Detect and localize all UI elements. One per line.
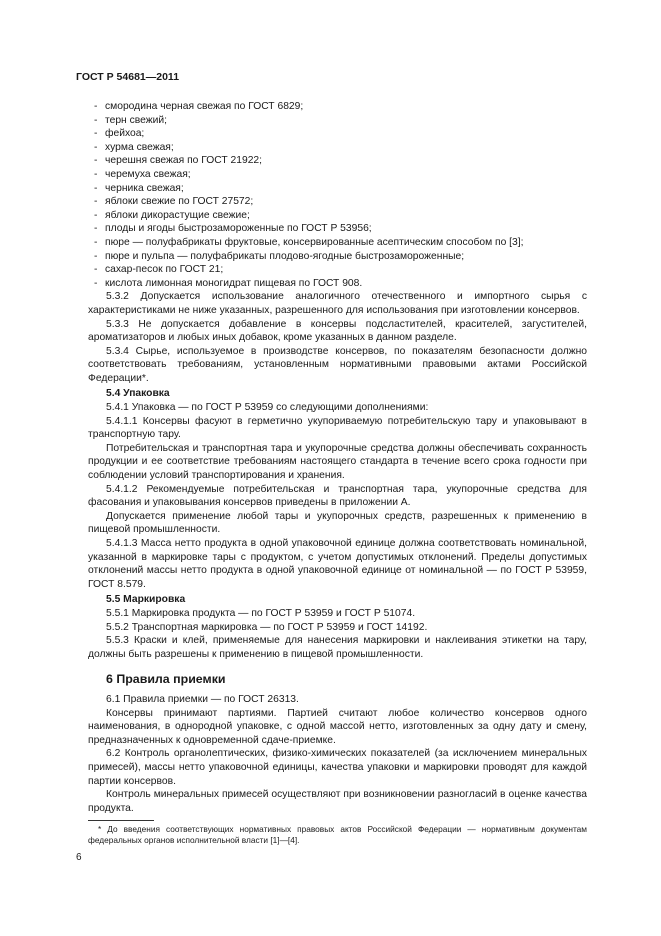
page-number: 6 (76, 852, 82, 863)
paragraph-5-4-1-2: 5.4.1.2 Рекомендуемые потребительская и транспортная тара, укупорочные средства для фасования и упаковывания консервов приведены в приложении А. (88, 483, 587, 509)
paragraph-batch: Консервы принимают партиями. Партией считают любое количество консервов одного наименования, в однородной упаковке, с одной массой нетто, изготовленных за одну дату и смену, предназначенных к одновременной сдаче-приемке. (88, 707, 587, 746)
paragraph-5-4-1: 5.4.1 Упаковка — по ГОСТ Р 53959 со следующими дополнениями: (106, 402, 429, 414)
list-item: - хурма свежая; (88, 141, 587, 155)
list-item: - плоды и ягоды быстрозамороженные по ГОСТ Р 53956; (88, 222, 587, 236)
list-item: - терн свежий; (88, 114, 587, 128)
paragraph-5-5-3: 5.5.3 Краски и клей, применяемые для нанесения маркировки и наклеивания этикетки на тару, должны быть разрешены к применению в пищевой промышленности. (88, 635, 587, 660)
list-item: - пюре и пульпа — полуфабрикаты плодово-ягодные быстрозамороженные; (88, 250, 587, 264)
paragraph-mineral-control: Контроль минеральных примесей осуществляют при возникновении разногласий в оценке качества продукта. (88, 789, 587, 814)
paragraph-packaging: Потребительская и транспортная тара и укупорочные средства должны обеспечивать сохранность продукции и ее соответствие требованиям настоящего стандарта в течение всего срока годности при соблюдении условий транспортирования и хранения. (88, 442, 587, 482)
footnote-divider (88, 820, 154, 821)
list-item: - яблоки свежие по ГОСТ 27572; (88, 195, 587, 209)
paragraph-5-5-1: 5.5.1 Маркировка продукта — по ГОСТ Р 53959 и ГОСТ Р 51074. (106, 607, 416, 619)
footnote: * До введения соответствующих нормативных правовых актов Российской Федерации — нормативным документам федеральных органов исполнительной власти [1]—[4]. (88, 824, 587, 845)
list-item: - черника свежая; (88, 182, 587, 196)
section-heading-6: 6 Правила приемки (106, 672, 226, 687)
list-item: - пюре — полуфабрикаты фруктовые, консервированные асептическим способом по [3]; (88, 236, 587, 250)
document-body (88, 100, 587, 815)
paragraph-6-1: 6.1 Правила приемки — по ГОСТ 26313. (106, 693, 299, 705)
paragraph-5-4-1-3: 5.4.1.3 Масса нетто продукта в одной упаковочной единице должна соответствовать номинальной, указанной в маркировке тары с продуктом, с учетом допустимых отклонений. Пределы допустимых отклонений массы нетто продукта в одной упаковочной единице от номинальной — по ГОСТ Р 53959, ГОСТ 8.579. (88, 538, 587, 590)
paragraph-5-3-4: 5.3.4 Сырье, используемое в производстве консервов, по показателям безопасности должно соответствовать требованиям, установленным нормативными правовыми актами Российской Федерации*. (88, 345, 587, 384)
subsection-heading-5-4: 5.4 Упаковка (106, 388, 170, 400)
paragraph-5-5-2: 5.5.2 Транспортная маркировка — по ГОСТ Р 53959 и ГОСТ 14192. (106, 621, 428, 633)
paragraph-5-4-1-1: 5.4.1.1 Консервы фасуют в герметично укупориваемую потребительскую тару и упаковывают в транспортную тару. (88, 415, 587, 441)
paragraph-allowed-packaging: Допускается применение любой тары и укупорочных средств, разрешенных к применению в пищевой промышленности. (88, 510, 587, 536)
paragraph-5-3-3: 5.3.3 Не допускается добавление в консервы подсластителей, красителей, загустителей, ароматизаторов и любых иных добавок, кроме указанных в данном разделе. (88, 318, 587, 344)
paragraph-5-3-2: 5.3.2 Допускается использование аналогичного отечественного и импортного сырья с характеристиками не ниже указанных, разрешенного для использования при изготовлении консервов. (88, 291, 587, 316)
list-item: - смородина черная свежая по ГОСТ 6829; (88, 100, 587, 114)
list-item: - фейхоа; (88, 127, 587, 141)
list-item: - черемуха свежая; (88, 168, 587, 182)
paragraph-6-2: 6.2 Контроль органолептических, физико-химических показателей (за исключением минеральных примесей), массы нетто упаковочной единицы, качества упаковки и маркировки проводят для каждой партии консервов. (88, 748, 587, 787)
raw-material-list (88, 100, 587, 290)
subsection-heading-5-5: 5.5 Маркировка (106, 594, 186, 606)
list-item: - сахар-песок по ГОСТ 21; (88, 263, 587, 277)
list-item: - кислота лимонная моногидрат пищевая по ГОСТ 908. (88, 277, 587, 291)
list-item: - черешня свежая по ГОСТ 21922; (88, 154, 587, 168)
list-item: - яблоки дикорастущие свежие; (88, 209, 587, 223)
document-header: ГОСТ Р 54681—2011 (76, 71, 180, 83)
